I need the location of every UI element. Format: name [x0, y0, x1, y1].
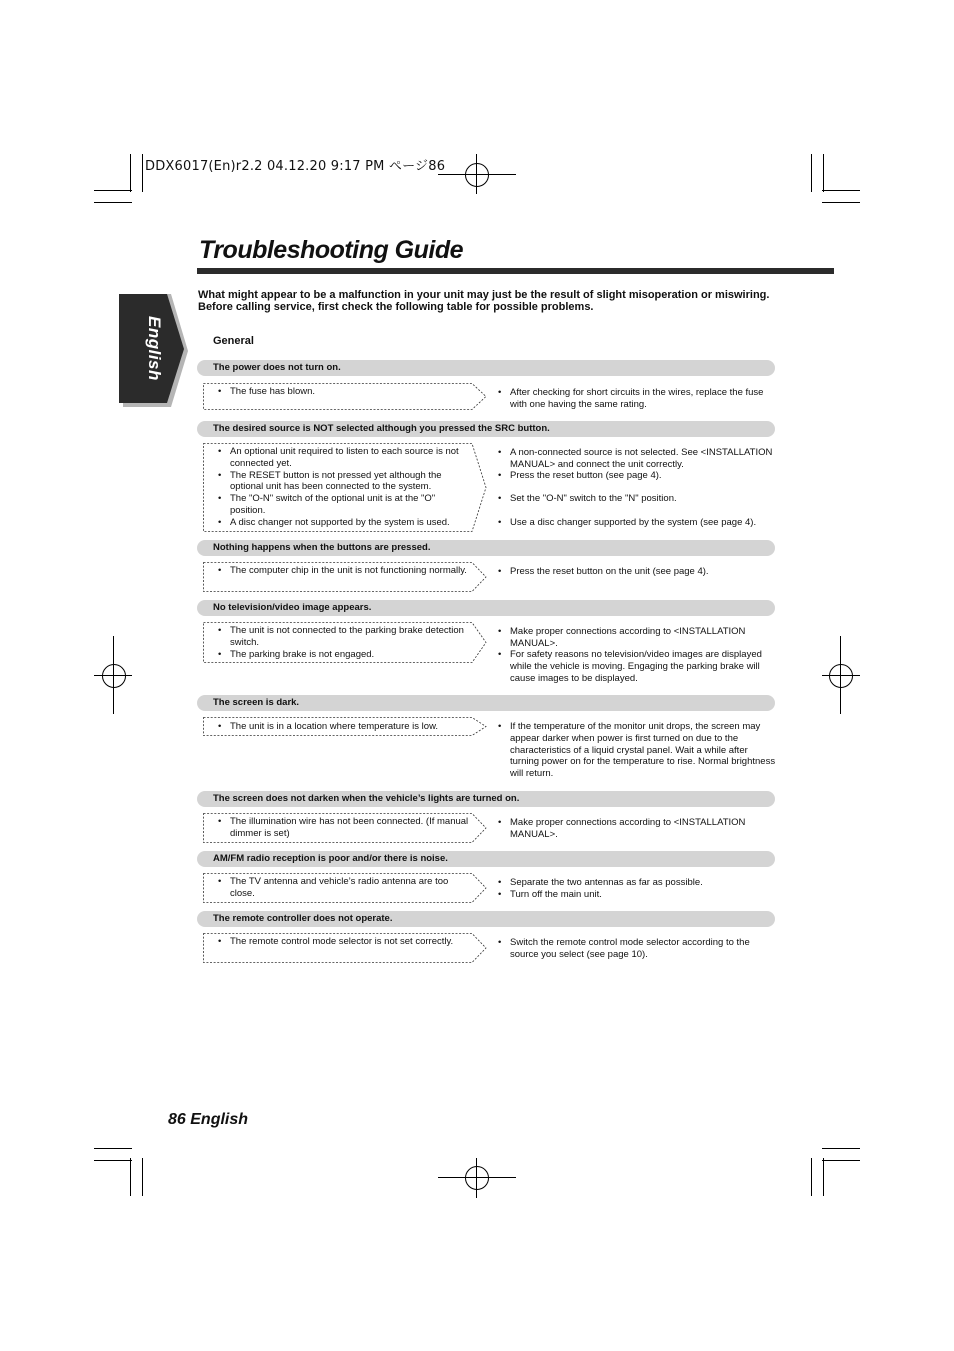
problem-heading-text: Nothing happens when the buttons are pressed. [213, 542, 431, 553]
cause-item: • An optional unit required to listen to each source is not connected yet. [210, 446, 472, 470]
cause-item: • The unit is not connected to the parking brake detection switch. [210, 625, 472, 649]
crop-mark [822, 202, 860, 203]
remedy-item: • A non-connected source is not selected. See <INSTALLATION MANUAL> and connect the unit correctly. [490, 447, 776, 471]
remedy-item: • For safety reasons no television/video images are displayed while the vehicle is moving. Engaging the parking brake will cause images to be displayed. [490, 649, 776, 684]
problem-heading-text: The screen is dark. [213, 697, 300, 708]
registration-mark [829, 664, 853, 688]
remedy-item: • Make proper connections according to <INSTALLATION MANUAL>. [490, 626, 776, 650]
remedy-item: • Press the reset button (see page 4). [490, 470, 776, 482]
remedy-list [490, 817, 776, 841]
remedy-list [490, 649, 776, 684]
crop-mark [130, 1158, 131, 1196]
remedy-item: • Separate the two antennas as far as possible. [490, 877, 776, 889]
remedy-list [490, 517, 776, 529]
remedy-list [490, 721, 776, 780]
crop-mark [94, 202, 132, 203]
problem-heading [197, 600, 775, 616]
problem-heading [197, 911, 775, 927]
crop-mark [823, 154, 824, 192]
page-footer: 86 English [168, 1111, 249, 1128]
remedy-list [490, 937, 776, 961]
crop-mark [822, 1160, 860, 1161]
crop-mark [94, 1160, 132, 1161]
remedy-item: • Turn off the main unit. [490, 889, 776, 901]
problem-heading [197, 540, 775, 556]
remedy-list [490, 566, 776, 578]
cause-list [210, 721, 472, 733]
crop-mark [823, 1158, 824, 1196]
language-tab-label: English [145, 316, 164, 381]
registration-mark [465, 1166, 489, 1190]
remedy-item: • If the temperature of the monitor unit drops, the screen may appear darker when power is first turned on due to the characteristics of a liquid crystal panel. Wait a while after turning power on for the temperature to rise. Normal brightness will return. [490, 721, 776, 780]
crop-mark [142, 1158, 143, 1196]
remedy-item: • Set the "O-N" switch to the "N" position. [490, 493, 776, 505]
crop-mark [822, 190, 860, 191]
remedy-list [490, 470, 776, 482]
remedy-list [490, 387, 776, 411]
cause-item: • The illumination wire has not been connected. (If manual dimmer is set) [210, 816, 472, 840]
registration-mark [465, 163, 489, 187]
cause-list [210, 816, 472, 840]
cause-list [210, 446, 472, 529]
problem-heading-text: AM/FM radio reception is poor and/or there is noise. [213, 853, 448, 864]
cause-list [210, 565, 472, 577]
remedy-list [490, 626, 776, 650]
cause-item: • The remote control mode selector is not set correctly. [210, 936, 472, 948]
crop-mark [811, 1158, 812, 1196]
crop-mark [811, 154, 812, 192]
remedy-item: • Use a disc changer supported by the system (see page 4). [490, 517, 776, 529]
cause-list [210, 876, 472, 900]
problem-heading-text: The remote controller does not operate. [213, 913, 393, 924]
cause-item: • A disc changer not supported by the system is used. [210, 517, 472, 529]
remedy-item: • Make proper connections according to <INSTALLATION MANUAL>. [490, 817, 776, 841]
remedy-item: • Switch the remote control mode selector according to the source you select (see page 10). [490, 937, 776, 961]
crop-mark [142, 154, 143, 192]
remedy-list [490, 877, 776, 889]
cause-item: • The fuse has blown. [210, 386, 472, 398]
problem-heading [197, 421, 775, 437]
title-rule [197, 268, 834, 274]
remedy-list [490, 493, 776, 505]
cause-list [210, 386, 472, 398]
cause-item: • The unit is in a location where temperature is low. [210, 721, 472, 733]
remedy-item: • After checking for short circuits in the wires, replace the fuse with one having the same rating. [490, 387, 776, 411]
problem-heading-text: The power does not turn on. [213, 362, 341, 373]
crop-mark [94, 1148, 132, 1149]
print-header: DDX6017(En)r2.2 04.12.20 9:17 PM ページ86 [145, 159, 446, 174]
registration-mark [102, 664, 126, 688]
crop-mark [822, 1148, 860, 1149]
remedy-list [490, 889, 776, 901]
intro-text: What might appear to be a malfunction in your unit may just be the result of slight misoperation or miswiring. Before calling service, first check the following table for possible problems. [198, 289, 770, 313]
remedy-item: • Press the reset button on the unit (see page 4). [490, 566, 776, 578]
crop-mark [94, 190, 132, 191]
cause-item: • The parking brake is not engaged. [210, 649, 472, 661]
cause-item: • The "O-N" switch of the optional unit is at the "O" position. [210, 493, 472, 517]
crop-mark [130, 154, 131, 192]
page-title: Troubleshooting Guide [199, 236, 464, 264]
cause-item: • The TV antenna and vehicle’s radio antenna are too close. [210, 876, 472, 900]
problem-heading-text: The screen does not darken when the vehicle’s lights are turned on. [213, 793, 520, 804]
section-heading: General [213, 335, 254, 347]
cause-item: • The computer chip in the unit is not functioning normally. [210, 565, 472, 577]
problem-heading-text: The desired source is NOT selected although you pressed the SRC button. [213, 423, 550, 434]
cause-list [210, 625, 472, 660]
problem-heading [197, 360, 775, 376]
problem-heading-text: No television/video image appears. [213, 602, 372, 613]
remedy-list [490, 447, 776, 471]
cause-list [210, 936, 472, 948]
problem-heading [197, 791, 775, 807]
cause-item: • The RESET button is not pressed yet although the optional unit has been connected to the system. [210, 470, 472, 494]
problem-heading [197, 851, 775, 867]
problem-heading [197, 695, 775, 711]
